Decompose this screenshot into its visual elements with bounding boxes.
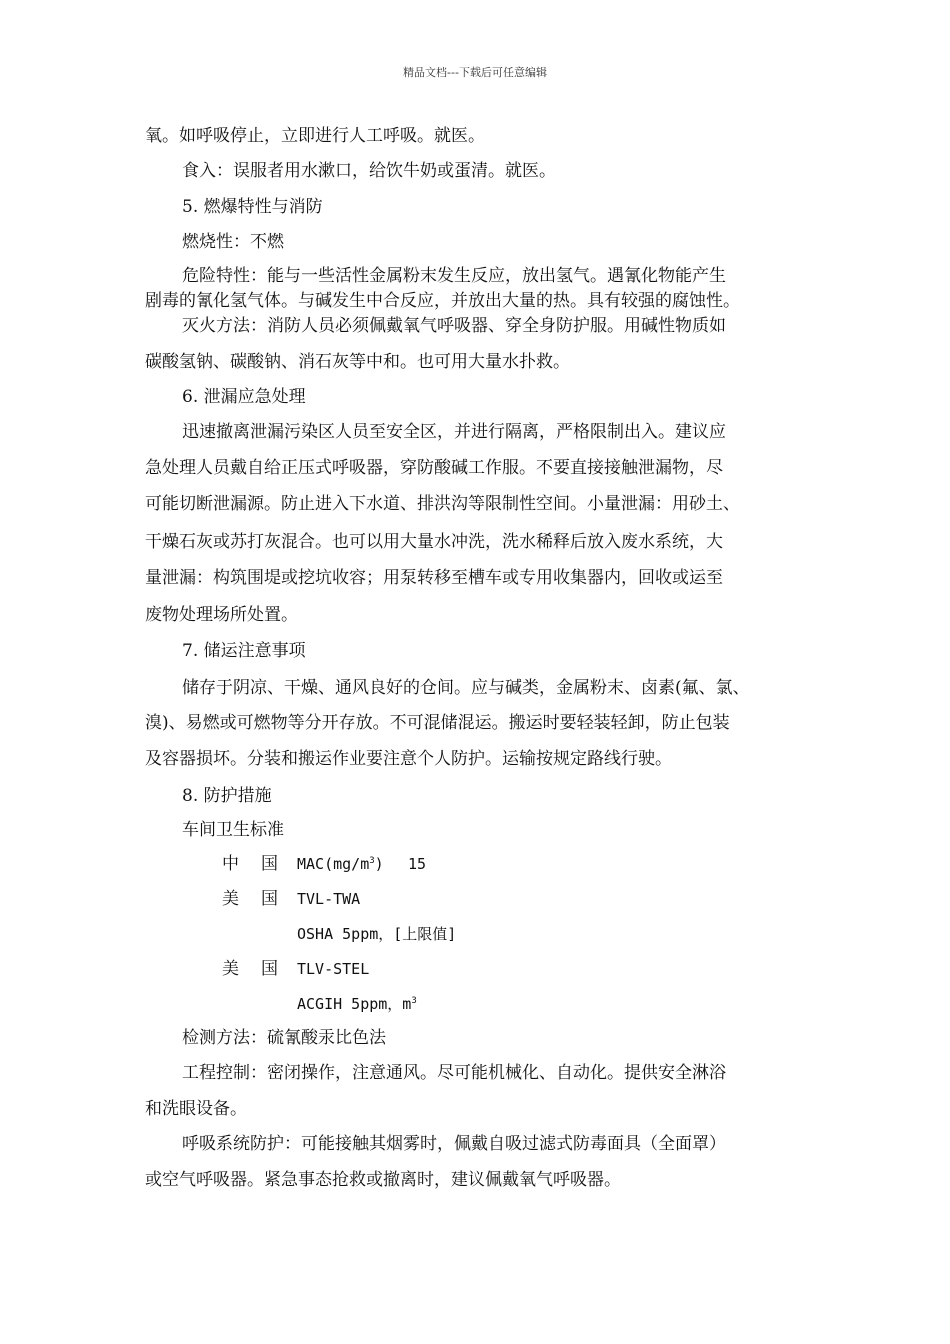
body-line-14: 量泄漏：构筑围堤或挖坑收容；用泵转移至槽车或专用收集器内，回收或运至 (145, 568, 723, 588)
standard-value: ACGIH 5ppm，$m^3$ (297, 995, 417, 1013)
body-line-2: 食入：误服者用水漱口，给饮牛奶或蛋清。就医。 (182, 161, 556, 181)
body-line-33: 呼吸系统防护：可能接触其烟雾时，佩戴自吸过滤式防毒面具（全面罩） (182, 1134, 726, 1154)
section-heading-8: 8. 防护措施 (182, 786, 272, 806)
body-line-15: 废物处理场所处置。 (145, 605, 298, 625)
body-line-21: 车间卫生标准 (182, 820, 284, 840)
body-line-4: 燃烧性：不燃 (182, 232, 284, 252)
body-line-10: 迅速撤离泄漏污染区人员至安全区，并进行隔离，严格限制出入。建议应 (182, 422, 726, 442)
standard-label: TVL-TWA (297, 890, 361, 908)
body-line-31: 工程控制：密闭操作，注意通风。尽可能机械化、自动化。提供安全淋浴 (182, 1063, 726, 1083)
section-heading-7: 7. 储运注意事项 (182, 641, 306, 661)
body-line-12: 可能切断泄漏源。防止进入下水道、排洪沟等限制性空间。小量泄漏：用砂土、 (145, 494, 740, 514)
country-char: 国 (261, 959, 278, 979)
body-line-6: 剧毒的氰化氢气体。与碱发生中合反应，并放出大量的热。具有较强的腐蚀性。 (145, 291, 740, 311)
standard-label: TLV-STEL (297, 960, 370, 978)
body-line-13: 干燥石灰或苏打灰混合。也可以用大量水冲洗，洗水稀释后放入废水系统，大 (145, 532, 723, 552)
country-char: 美 (222, 889, 239, 909)
body-line-5: 危险特性：能与一些活性金属粉末发生反应，放出氢气。遇氰化物能产生 (182, 266, 726, 286)
standard-value: OSHA 5ppm，[上限值] (297, 925, 457, 943)
body-line-32: 和洗眼设备。 (145, 1099, 247, 1119)
body-line-1: 氧。如呼吸停止，立即进行人工呼吸。就医。 (145, 126, 485, 146)
body-line-30: 检测方法：硫氰酸汞比色法 (182, 1028, 386, 1048)
body-line-8: 碳酸氢钠、碳酸钠、消石灰等中和。也可用大量水扑救。 (145, 352, 570, 372)
section-heading-5: 5. 燃爆特性与消防 (182, 197, 323, 217)
country-char: 中 (222, 854, 239, 874)
country-char: 国 (261, 889, 278, 909)
body-line-17: 储存于阴凉、干燥、通风良好的仓间。应与碱类，金属粉末、卤素(氟、氯、 (182, 678, 750, 698)
section-heading-6: 6. 泄漏应急处理 (182, 387, 306, 407)
page-header: 精品文档---下载后可任意编辑 (403, 66, 547, 79)
body-line-11: 急处理人员戴自给正压式呼吸器，穿防酸碱工作服。不要直接接触泄漏物，尽 (145, 458, 723, 478)
standard-label: $MAC(mg/m^3)$ (297, 855, 384, 873)
body-line-19: 及容器损坏。分装和搬运作业要注意个人防护。运输按规定路线行驶。 (145, 749, 672, 769)
body-line-18: 溴)、易燃或可燃物等分开存放。不可混储混运。搬运时要轻装轻卸，防止包装 (145, 713, 730, 733)
standard-value: 15 (408, 855, 427, 873)
country-char: 美 (222, 959, 239, 979)
country-char: 国 (261, 854, 278, 874)
body-line-7: 灭火方法：消防人员必须佩戴氧气呼吸器、穿全身防护服。用碱性物质如 (182, 316, 726, 336)
body-line-34: 或空气呼吸器。紧急事态抢救或撤离时，建议佩戴氧气呼吸器。 (145, 1170, 621, 1190)
